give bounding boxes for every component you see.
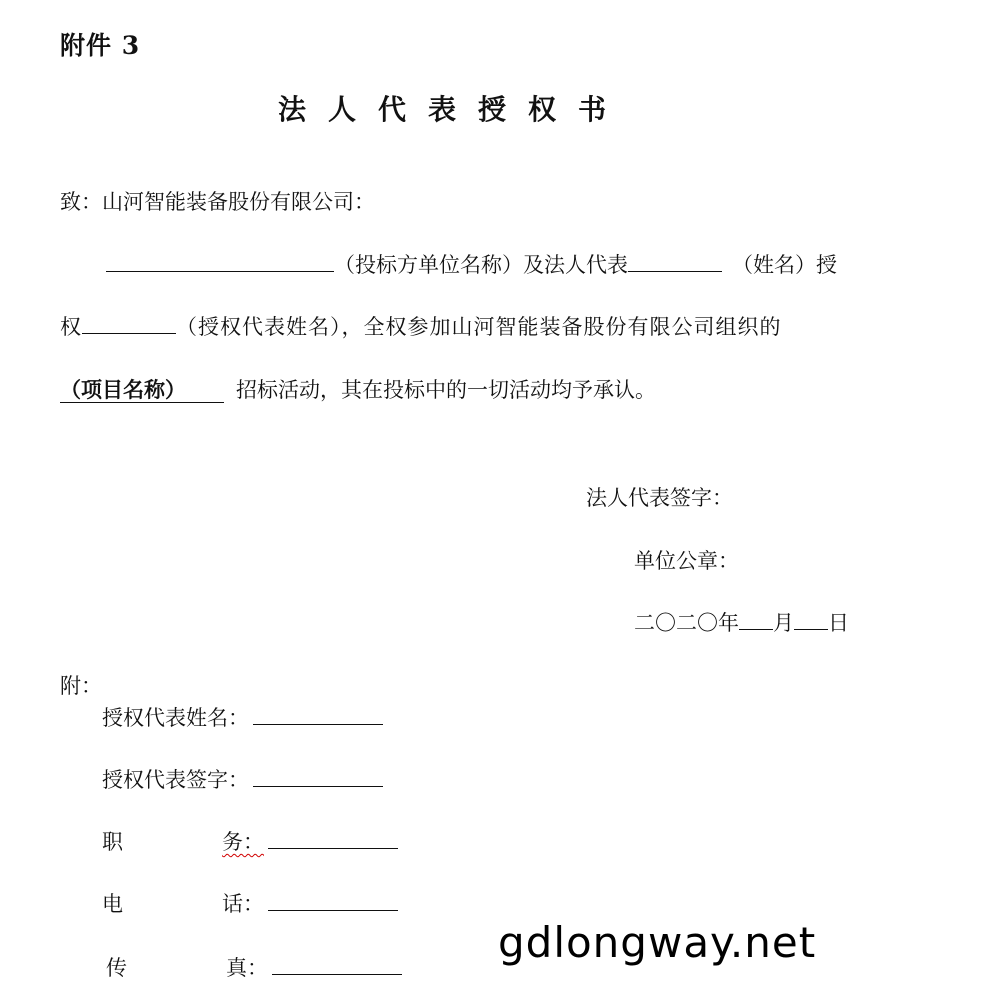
month-blank[interactable] [739,628,773,630]
authorized-name-blank[interactable] [253,723,383,725]
field-label-left: 传 [106,956,127,980]
paragraph-line-3 [60,374,656,404]
appendix-field-phone [102,888,398,918]
authorized-rep-name-blank[interactable] [82,332,176,334]
company-seal-label: 单位公章： [634,549,739,573]
line2-prefix: 权 [60,315,82,339]
legal-rep-signature-label: 法人代表签字： [586,486,733,510]
watermark-text: gdlongway.net [498,918,817,967]
field-label-left: 职 [102,830,123,854]
project-name-field[interactable]: （项目名称） [60,377,224,403]
paragraph-line-1 [106,249,837,279]
phone-blank[interactable] [268,909,398,911]
field-label-right: 话： [222,892,264,916]
field-label-right: 真： [226,956,268,980]
field-label: 授权代表姓名： [102,706,249,730]
authorized-signature-blank[interactable] [253,785,383,787]
legal-rep-name-blank[interactable] [628,270,722,272]
paragraph-line-2 [60,311,782,341]
line3-text: 招标活动，其在投标中的一切活动均予承认。 [236,378,656,402]
appendix-field-signature [102,764,383,794]
name-label: （姓名）授 [732,253,837,277]
bidder-name-blank[interactable] [106,270,334,272]
appendix-label: 附： [60,674,102,698]
position-blank[interactable] [268,847,398,849]
attachment-label: 附件 3 [60,31,141,60]
field-label-left: 电 [102,892,123,916]
appendix-field-fax [106,952,402,982]
document-title: 法人代表授权书 [278,93,629,126]
field-label: 授权代表签字： [102,768,249,792]
date-year: 二〇二〇年 [634,611,739,635]
appendix-field-name [102,702,383,732]
date-day: 日 [828,611,849,635]
bidder-label: （投标方单位名称）及法人代表 [334,253,628,277]
date-line [634,607,849,637]
field-label-right: 务： [222,830,264,854]
day-blank[interactable] [794,628,828,630]
appendix-field-position [102,826,398,856]
date-month: 月 [773,611,794,635]
line2-text: （授权代表姓名），全权参加山河智能装备股份有限公司组织的 [176,315,782,339]
fax-blank[interactable] [272,973,402,975]
addressee: 致：山河智能装备股份有限公司： [60,190,375,214]
